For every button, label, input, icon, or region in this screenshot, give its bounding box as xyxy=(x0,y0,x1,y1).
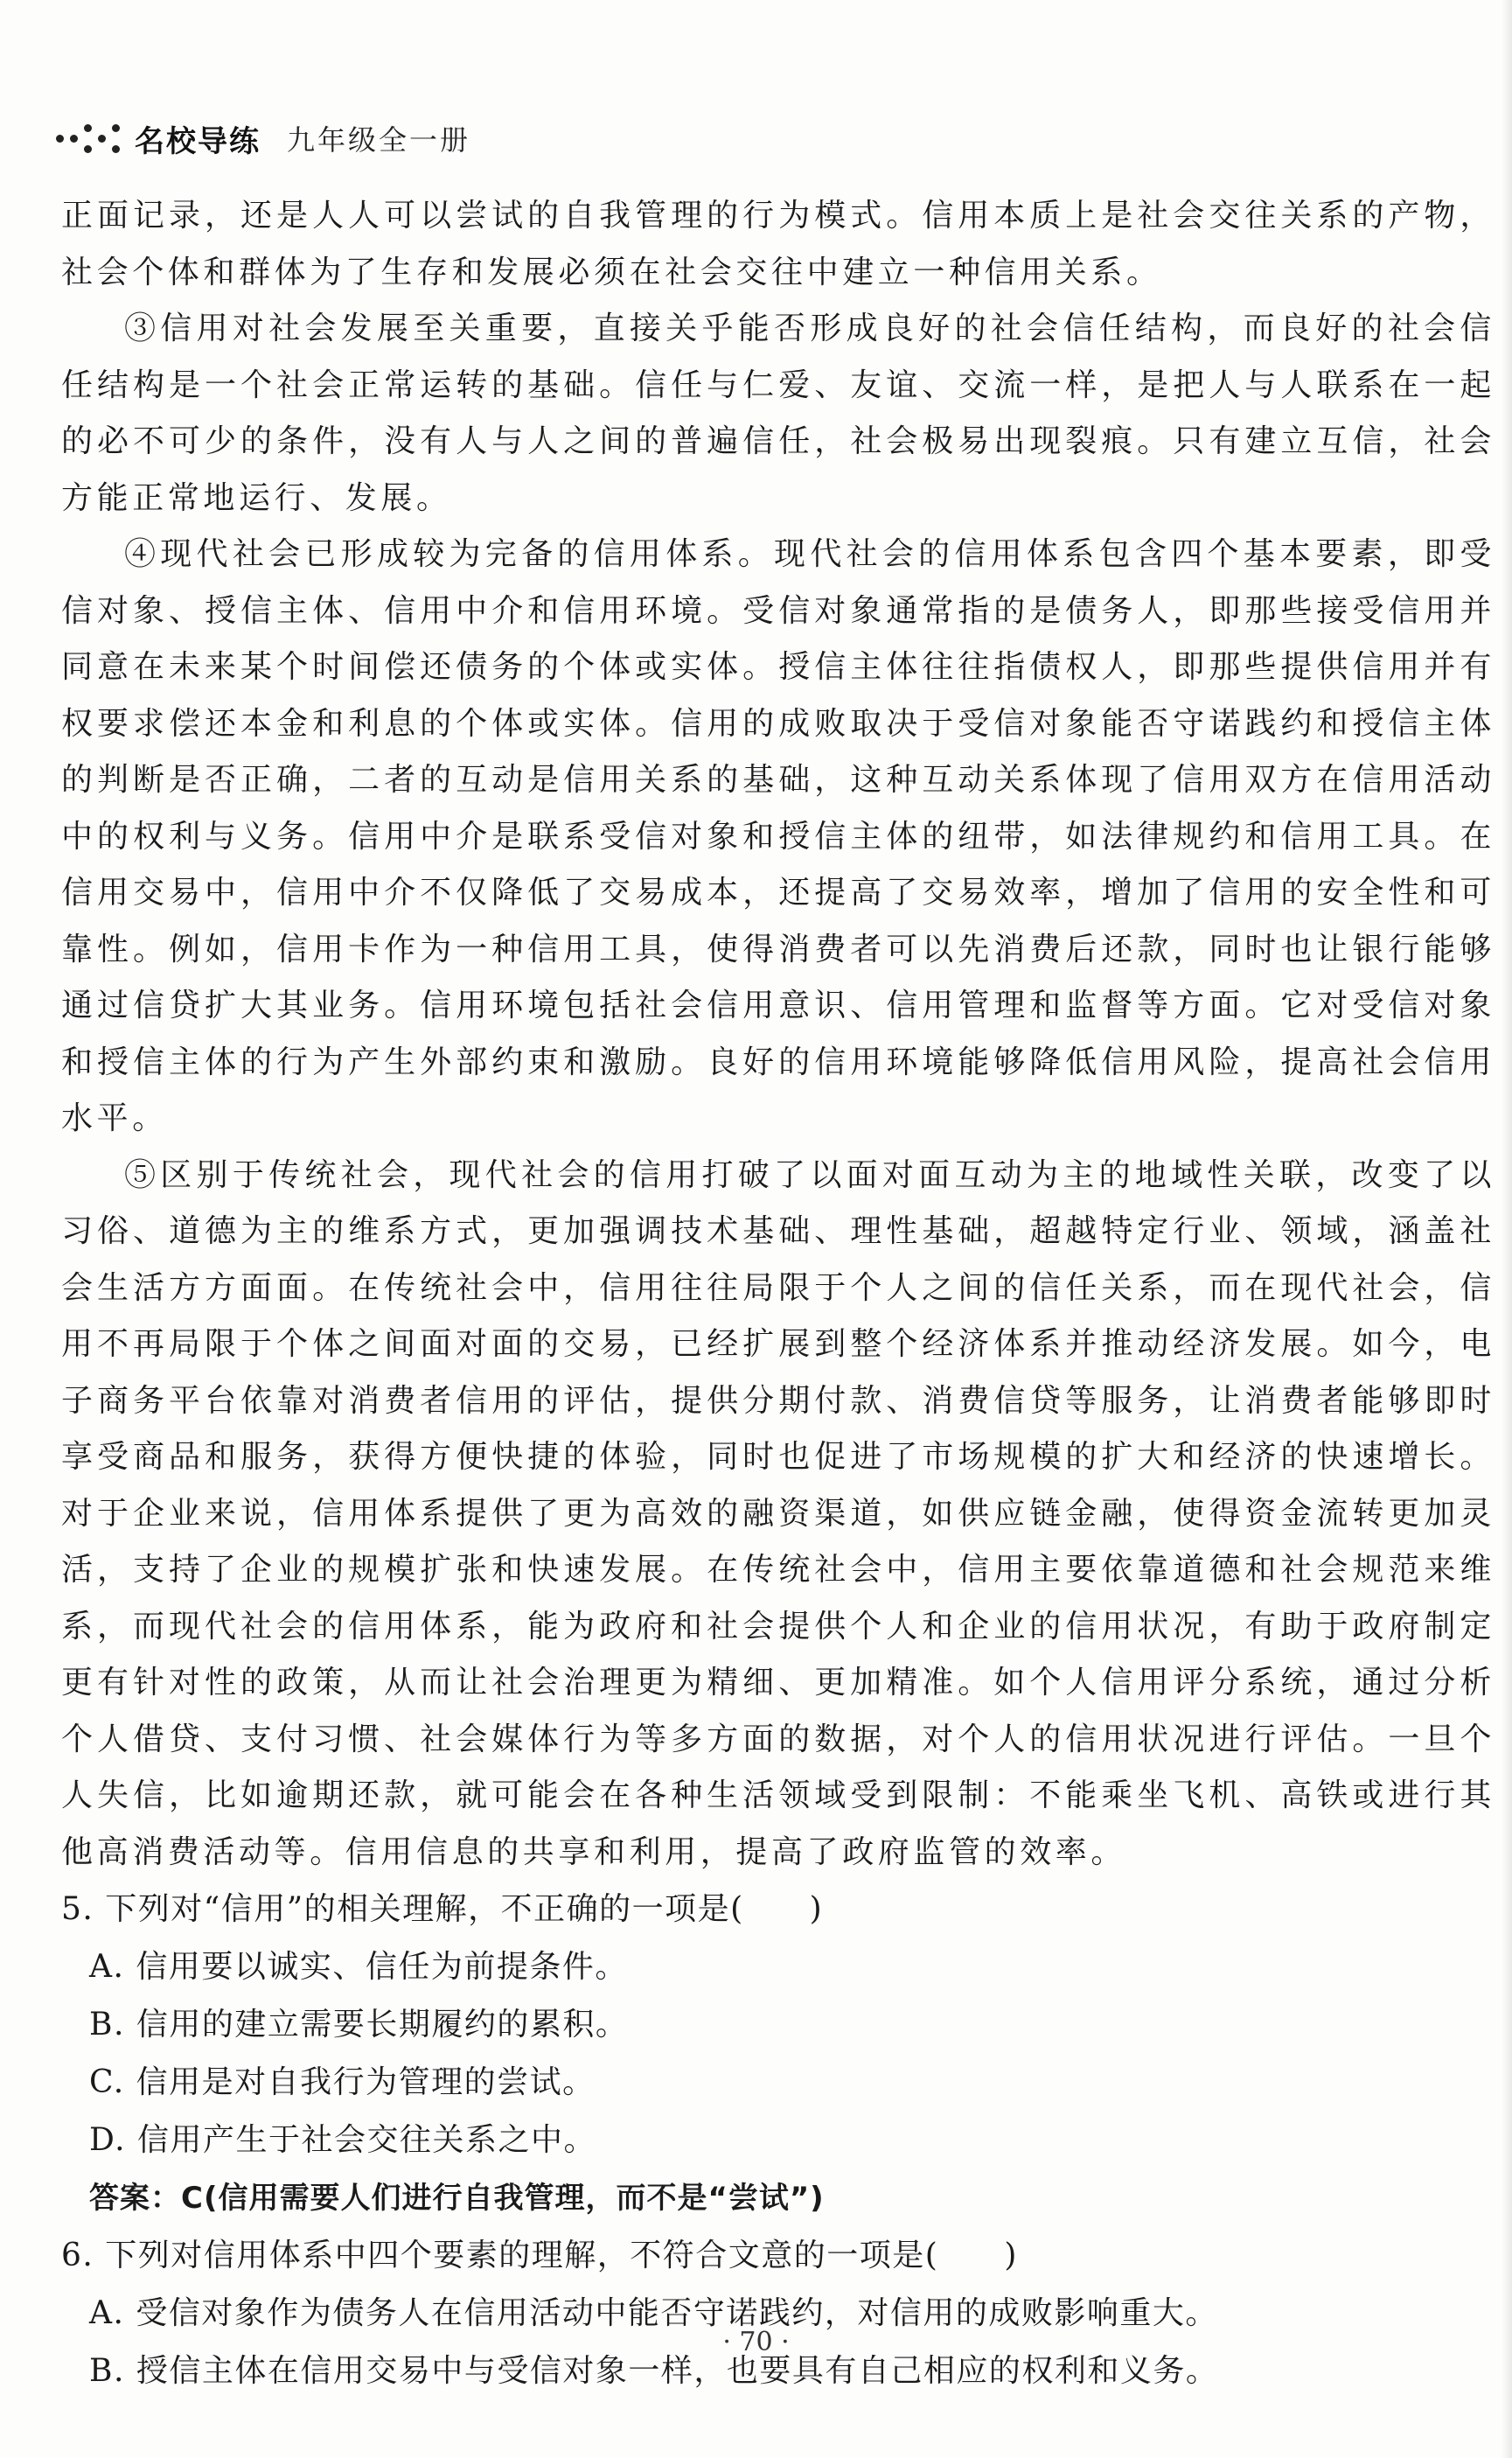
question-6-option-a: A. 受信对象作为债务人在信用活动中能否守诺践约，对信用的成败影响重大。 xyxy=(89,2295,1218,2331)
question-5-option-d: D. 信用产生于社会交往关系之中。 xyxy=(89,2122,596,2158)
passage-paragraph-5: ⑤区别于传统社会，现代社会的信用打破了以面对面互动为主的地域性关联，改变了以习俗、道德为主的维系方式，更加强调技术基础、理性基础，超越特定行业、领域，涵盖社会生活方方面面。在传统社会中，信用往往局限于个人之间的信任关系，而在现代社会，信用不再局限于个体之间面对面的交易，已经扩展到整个经济体系并推动经济发展。如今，电子商务平台依靠对消费者信用的评估，提供分期付款、消费信贷等服务，让消费者能够即时享受商品和服务，获得方便快捷的体验，同时也促进了市场规模的扩大和经济的快速增长。对于企业来说，信用体系提供了更为高效的融资渠道，如供应链金融，使得资金流转更加灵活，支持了企业的规模扩张和快速发展。在传统社会中，信用主要依靠道德和社会规范来维系，而现代社会的信用体系，能为政府和社会提供个人和企业的信用状况，有助于政府制定更有针对性的政策，从而让社会治理更为精细、更加精准。如个人信用评分系统，通过分析个人借贷、支付习惯、社会媒体行为等多方面的数据，对个人的信用状况进行评估。一旦个人失信，比如逾期还款，就可能会在各种生活领域受到限制：不能乘坐飞机、高铁或进行其他高消费活动等。信用信息的共享和利用，提高了政府监管的效率。 xyxy=(61,1156,1495,1870)
question-6-option-b: B. 授信主体在信用交易中与受信对象一样，也要具有自己相应的权利和义务。 xyxy=(89,2353,1219,2389)
question-5-option-c: C. 信用是对自我行为管理的尝试。 xyxy=(89,2064,596,2100)
book-title: 名校导练 xyxy=(135,123,261,159)
passage-continued-paragraph: 正面记录，还是人人可以尝试的自我管理的行为模式。信用本质上是社会交往关系的产物，社会个体和群体为了生存和发展必须在社会交往中建立一种信用关系。 xyxy=(61,198,1495,290)
passage-paragraph-3: ③信用对社会发展至关重要，直接关乎能否形成良好的社会信任结构，而良好的社会信任结构是一个社会正常运转的基础。信任与仁爱、友谊、交流一样，是把人与人联系在一起的必不可少的条件，没有人与人之间的普遍信任，社会极易出现裂痕。只有建立互信，社会方能正常地运行、发展。 xyxy=(61,311,1495,516)
grade-label: 九年级全一册 xyxy=(287,123,471,157)
main-content xyxy=(61,188,1495,2400)
page-header xyxy=(56,114,470,163)
question-5-answer: 答案：C(信用需要人们进行自我管理，而不是“尝试”) xyxy=(89,2181,825,2216)
page-number-value: 70 xyxy=(739,2327,773,2357)
question-5-option-b: B. 信用的建立需要长期履约的累积。 xyxy=(89,2007,629,2043)
page-edge-shadow xyxy=(1502,0,1512,2458)
page-number-left-dot: · xyxy=(722,2327,731,2357)
passage-paragraph-4: ④现代社会已形成较为完备的信用体系。现代社会的信用体系包含四个基本要素，即受信对象、授信主体、信用中介和信用环境。受信对象通常指的是债务人，即那些接受信用并同意在未来某个时间偿还债务的个体或实体。授信主体往往指债权人，即那些提供信用并有权要求偿还本金和利息的个体或实体。信用的成败取决于受信对象能否守诺践约和授信主体的判断是否正确，二者的互动是信用关系的基础，这种互动关系体现了信用双方在信用活动中的权利与义务。信用中介是联系受信对象和授信主体的纽带，如法律规约和信用工具。在信用交易中，信用中介不仅降低了交易成本，还提高了交易效率，增加了信用的安全性和可靠性。例如，信用卡作为一种信用工具，使得消费者可以先消费后还款，同时也让银行能够通过信贷扩大其业务。信用环境包括社会信用意识、信用管理和监督等方面。它对受信对象和授信主体的行为产生外部约束和激励。良好的信用环境能够降低信用风险，提高社会信用水平。 xyxy=(61,536,1495,1136)
question-5-option-a: A. 信用要以诚实、信任为前提条件。 xyxy=(89,1949,628,1985)
page-number xyxy=(0,2327,1512,2357)
question-6-stem: 6. 下列对信用体系中四个要素的理解，不符合文意的一项是( ) xyxy=(61,2238,1018,2273)
question-5-stem: 5. 下列对“信用”的相关理解，不正确的一项是( ) xyxy=(61,1891,824,1927)
page-number-right-dot: · xyxy=(781,2327,790,2357)
dots-ornament-icon xyxy=(56,121,124,156)
